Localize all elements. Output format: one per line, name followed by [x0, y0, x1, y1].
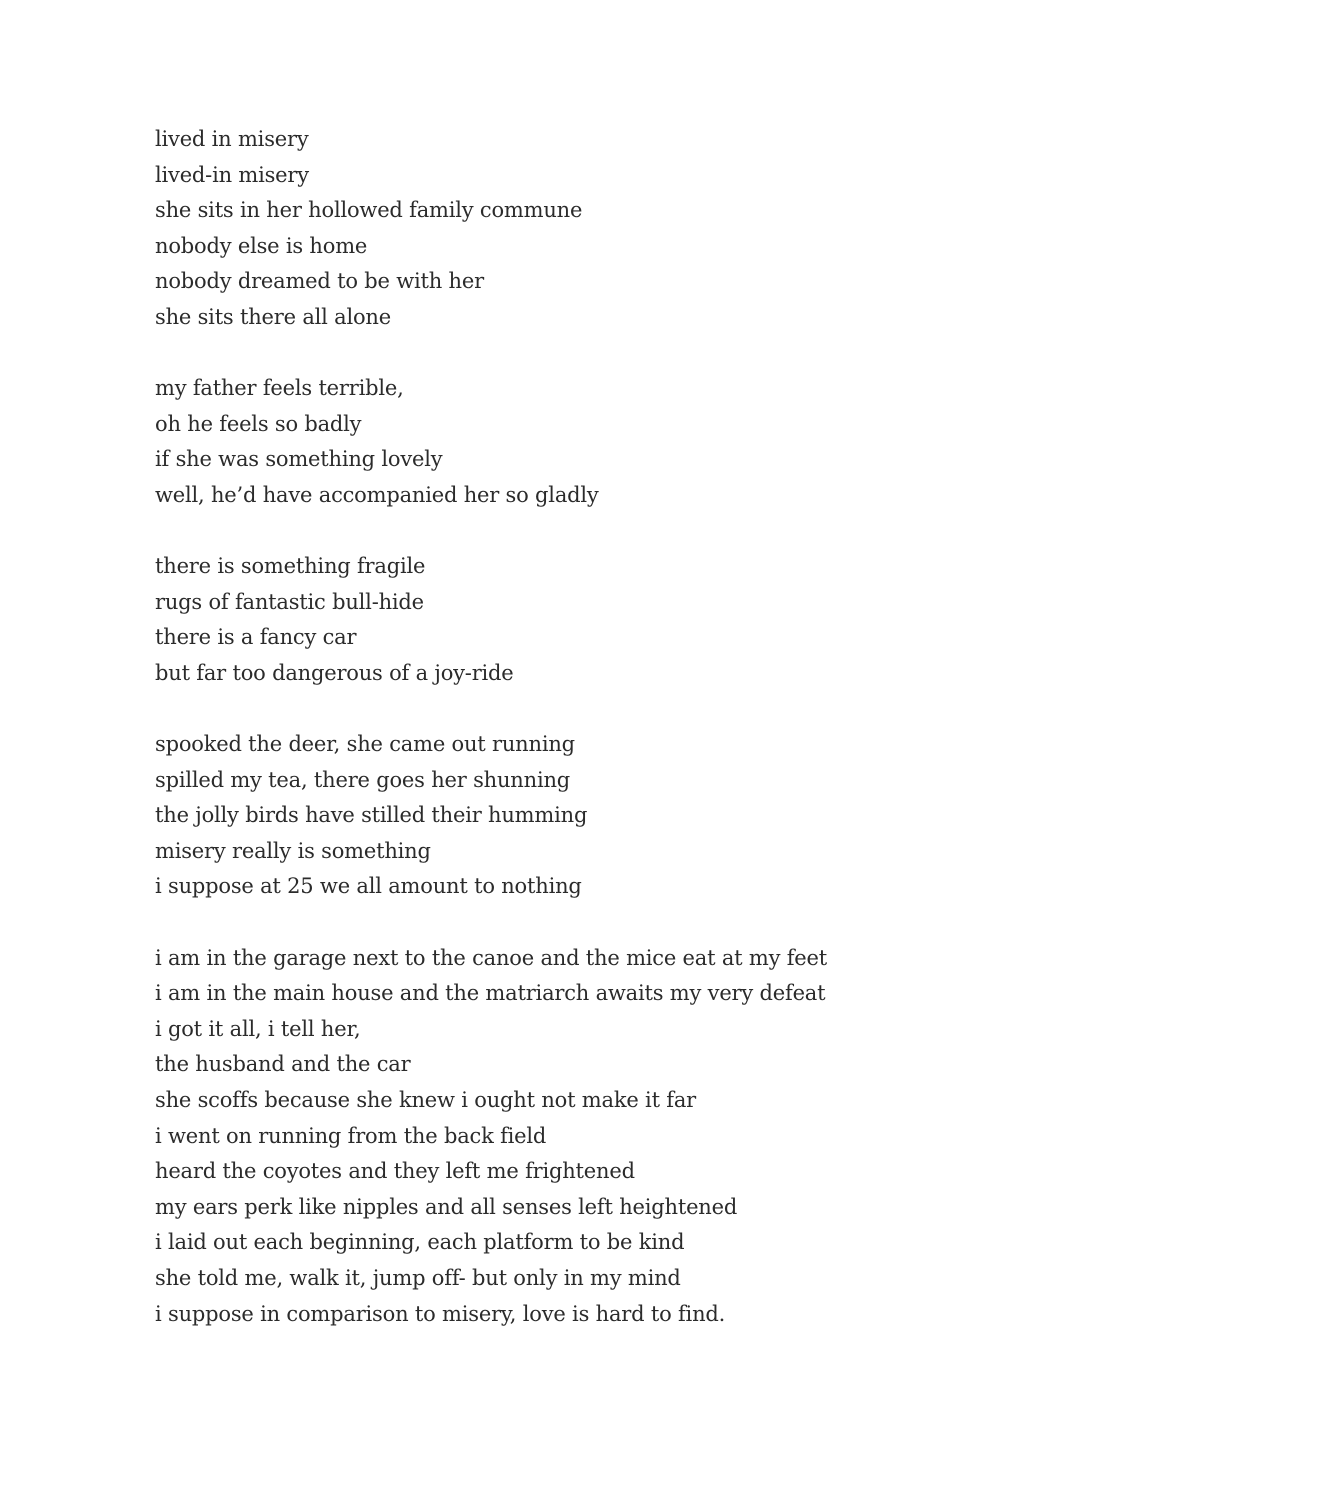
poem-line: spooked the deer, she came out running — [155, 732, 575, 757]
poem-line: i got it all, i tell her, — [155, 1016, 361, 1041]
stanza-2 — [155, 371, 1155, 513]
poem-line: she sits in her hollowed family commune — [155, 198, 583, 223]
poem-line: i suppose at 25 we all amount to nothing — [155, 874, 582, 899]
poem-line: i went on running from the back field — [155, 1123, 547, 1148]
poem-line: she told me, walk it, jump off- but only in my mind — [155, 1266, 681, 1290]
poem-line: she sits there all alone — [155, 304, 391, 329]
poem-line: she scoffs because she knew i ought not make it far — [155, 1088, 697, 1113]
stanza-3 — [155, 549, 1155, 691]
poem-line: i suppose in comparison to misery, love is hard to find. — [155, 1301, 726, 1326]
poem-line: misery really is something — [155, 838, 431, 863]
poem-line: there is something fragile — [155, 554, 426, 579]
poem-line: my ears perk like nipples and all senses left heightened — [155, 1194, 738, 1219]
poem-line: rugs of fantastic bull-hide — [155, 589, 424, 614]
stanza-4 — [155, 727, 1155, 905]
poem-line: i laid out each beginning, each platform to be kind — [155, 1230, 685, 1255]
poem-line: i am in the main house and the matriarch awaits my very defeat — [155, 981, 826, 1006]
stanza-1 — [155, 122, 1155, 336]
poem-line: there is a fancy car — [155, 625, 357, 650]
poem-line: the jolly birds have stilled their humming — [155, 803, 588, 828]
stanza-5 — [155, 941, 1155, 1333]
poem-body — [155, 122, 1155, 1332]
poem-line: heard the coyotes and they left me frightened — [155, 1159, 635, 1184]
poem-line: well, he’d have accompanied her so gladly — [155, 482, 599, 507]
poem-line: i am in the garage next to the canoe and the mice eat at my feet — [155, 945, 827, 970]
poem-line: nobody dreamed to be with her — [155, 269, 484, 294]
poem-line: lived in misery — [155, 127, 309, 151]
poem-line: if she was something lovely — [155, 447, 443, 472]
poem-line: but far too dangerous of a joy-ride — [155, 660, 514, 685]
poem-line: oh he feels so badly — [155, 411, 362, 436]
poem-line: nobody else is home — [155, 233, 368, 258]
poem-line: spilled my tea, there goes her shunning — [155, 767, 571, 792]
poem-line: lived-in misery — [155, 162, 309, 187]
poem-line: the husband and the car — [155, 1052, 411, 1077]
poem-line: my father feels terrible, — [155, 376, 404, 401]
